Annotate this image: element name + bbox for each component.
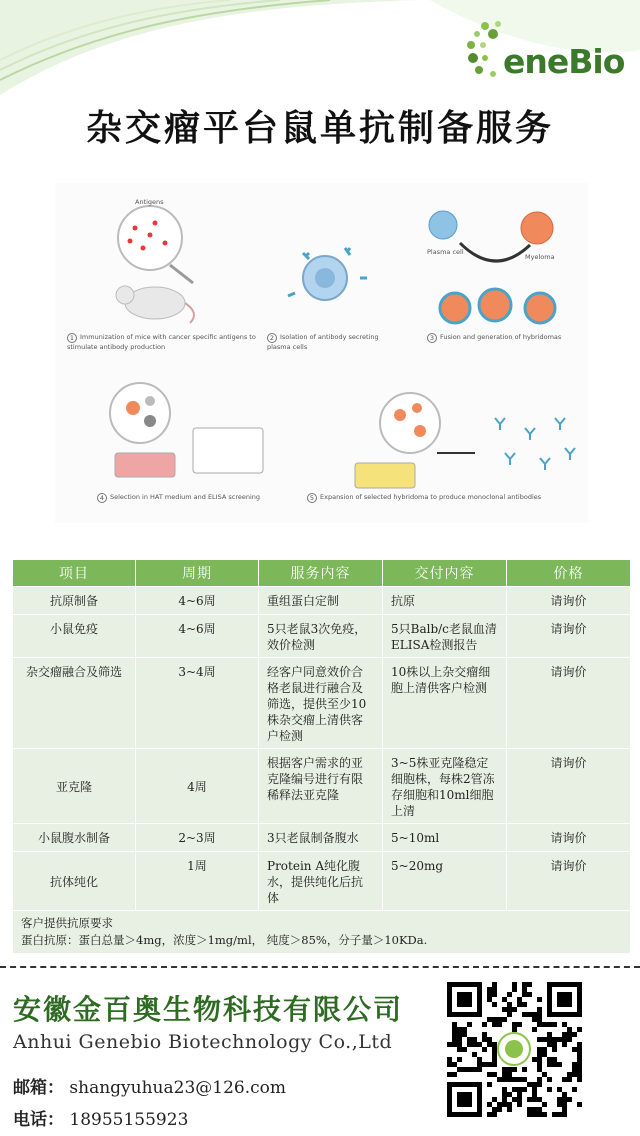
cell-delivery: 10株以上杂交瘤细胞上清供客户检测 bbox=[383, 658, 507, 749]
header-item: 项目 bbox=[13, 560, 136, 587]
antigen-requirements-note bbox=[13, 911, 631, 954]
header-price: 价格 bbox=[507, 560, 631, 587]
note-line-1: 客户提供抗原要求 bbox=[21, 916, 113, 930]
cell-period: 1周 bbox=[136, 852, 259, 911]
table-row bbox=[13, 824, 631, 852]
table-row bbox=[13, 587, 631, 615]
cell-service: 5只老鼠3次免疫，效价检测 bbox=[259, 615, 383, 658]
qr-code[interactable] bbox=[443, 978, 586, 1121]
email-label: 邮箱： bbox=[13, 1078, 64, 1098]
page-title: 杂交瘤平台鼠单抗制备服务 bbox=[85, 108, 554, 149]
table-header-row bbox=[13, 560, 631, 587]
myeloma-label: Myeloma bbox=[525, 253, 555, 261]
cell-item: 小鼠免疫 bbox=[13, 615, 136, 658]
step-3-label: 3 Fusion and generation of hybridomas bbox=[427, 333, 587, 343]
header-delivery: 交付内容 bbox=[383, 560, 507, 587]
cell-service: 重组蛋白定制 bbox=[259, 587, 383, 615]
hybridoma-process-figure bbox=[55, 183, 588, 523]
cell-delivery: 3~5株亚克隆稳定细胞株，每株2管冻存细胞和10ml细胞上清 bbox=[383, 749, 507, 824]
step-5-label: 5 Expansion of selected hybridoma to produce monoclonal antibodies bbox=[307, 493, 587, 503]
step-2-label: 2 Isolation of antibody secreting plasma cells bbox=[267, 333, 379, 351]
phone-value[interactable]: 18955155923 bbox=[69, 1110, 189, 1130]
table-note-row bbox=[13, 911, 631, 954]
email-value[interactable]: shangyuhua23@126.com bbox=[69, 1078, 286, 1098]
phone-line bbox=[13, 1105, 188, 1130]
company-name-en: Anhui Genebio Biotechnology Co.,Ltd bbox=[13, 1031, 393, 1053]
cell-period: 3~4周 bbox=[136, 658, 259, 749]
table-row bbox=[13, 852, 631, 911]
cell-item: 杂交瘤融合及筛选 bbox=[13, 658, 136, 749]
divider bbox=[0, 966, 640, 968]
cell-service: 3只老鼠制备腹水 bbox=[259, 824, 383, 852]
cell-item: 抗原制备 bbox=[13, 587, 136, 615]
cell-delivery: 5~10ml bbox=[383, 824, 507, 852]
logo-text: eneBio bbox=[503, 42, 625, 81]
cell-service: Protein A纯化腹水，提供纯化后抗体 bbox=[259, 852, 383, 911]
cell-price: 请询价 bbox=[507, 615, 631, 658]
process-illustration bbox=[55, 183, 588, 523]
company-name-cn: 安徽金百奥生物科技有限公司 bbox=[13, 993, 404, 1026]
table-row bbox=[13, 658, 631, 749]
cell-price: 请询价 bbox=[507, 658, 631, 749]
antigens-label: Antigens bbox=[135, 198, 164, 206]
table-row bbox=[13, 749, 631, 824]
email-line bbox=[13, 1073, 286, 1098]
cell-period: 4~6周 bbox=[136, 587, 259, 615]
header-service: 服务内容 bbox=[259, 560, 383, 587]
cell-period: 4~6周 bbox=[136, 615, 259, 658]
cell-item: 抗体纯化 bbox=[13, 852, 136, 911]
phone-label: 电话： bbox=[13, 1110, 64, 1130]
cell-service: 根据客户需求的亚克隆编号进行有限稀释法亚克隆 bbox=[259, 749, 383, 824]
cell-price: 请询价 bbox=[507, 824, 631, 852]
header-period: 周期 bbox=[136, 560, 259, 587]
step-4-label: 4 Selection in HAT medium and ELISA screening bbox=[97, 493, 317, 503]
cell-service: 经客户同意效价合格老鼠进行融合及筛选，提供至少10株杂交瘤上清供客户检测 bbox=[259, 658, 383, 749]
step-1-label: 1 Immunization of mice with cancer specific antigens to stimulate antibody production bbox=[67, 333, 256, 351]
cell-delivery: 5只Balb/c老鼠血清ELISA检测报告 bbox=[383, 615, 507, 658]
cell-period: 4周 bbox=[136, 749, 259, 824]
cell-item: 小鼠腹水制备 bbox=[13, 824, 136, 852]
plasma-cell-label: Plasma cell bbox=[427, 248, 464, 256]
cell-price: 请询价 bbox=[507, 749, 631, 824]
genebio-logo bbox=[465, 18, 630, 88]
service-table bbox=[12, 559, 631, 954]
cell-delivery: 抗原 bbox=[383, 587, 507, 615]
cell-delivery: 5~20mg bbox=[383, 852, 507, 911]
table-row bbox=[13, 615, 631, 658]
cell-price: 请询价 bbox=[507, 852, 631, 911]
cell-item: 亚克隆 bbox=[13, 749, 136, 824]
cell-price: 请询价 bbox=[507, 587, 631, 615]
cell-period: 2~3周 bbox=[136, 824, 259, 852]
note-line-2: 蛋白抗原：蛋白总量＞4mg，浓度＞1mg/ml， 纯度＞85%，分子量＞10KDa. bbox=[21, 933, 428, 947]
qr-code-icon bbox=[447, 982, 582, 1117]
